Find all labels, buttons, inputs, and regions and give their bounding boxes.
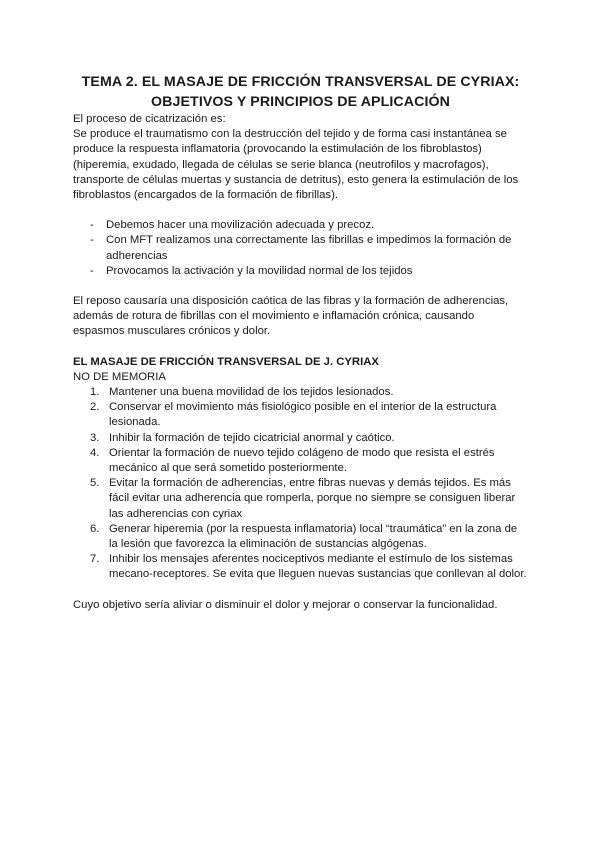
title-line-2: OBJETIVOS Y PRINCIPIOS DE APLICACIÓN [151, 94, 450, 110]
conclusion-paragraph: Cuyo objetivo sería aliviar o disminuir el dolor y mejorar o conservar la funcionalidad. [73, 598, 498, 611]
numbered-list [73, 385, 528, 583]
document-title [73, 72, 528, 112]
numbered-item: 5. Evitar la formación de adherencias, entre fibras nuevas y demás tejidos. Es más fácil evitar una adherencia que romperla, porque no siempre se consiguen liberar las adherencias con cyriax [90, 477, 516, 520]
intro-label: El proceso de cicatrización es: [73, 113, 226, 125]
numbered-item: 2. Conservar el movimiento más fisiológico posible en el interior de la estructura lesionada. [90, 401, 497, 429]
numbered-item: 1. Mantener una buena movilidad de los tejidos lesionados. [90, 386, 394, 399]
section-heading: EL MASAJE DE FRICCIÓN TRANSVERSAL DE J. CYRIAX [73, 355, 379, 368]
numbered-item: 6. Generar hiperemia (por la respuesta inflamatoria) local “traumática” en la zona de la lesión que favorezca la eliminación de sustancias algógenas. [90, 522, 518, 551]
bullet-item: - Provocamos la activación y la movilidad normal de los tejidos [90, 264, 413, 277]
section-subtitle: NO DE MEMORIA [73, 370, 166, 383]
bullet-list [73, 218, 528, 279]
numbered-item: 4. Orientar la formación de nuevo tejido colágeno de modo que resista el estrés mecánico al que será sometido posteriormente. [90, 446, 495, 475]
title-line-1: TEMA 2. EL MASAJE DE FRICCIÓN TRANSVERSAL DE CYRIAX: [81, 74, 520, 90]
intro-paragraph: Se produce el traumatismo con la destrucción del tejido y de forma casi instantánea se produce la respuesta inflamatoria (provocando la estimulación de los fibroblastos) (hiperemia, exudado, llegada de células se serie blanca (neutrofilos y macrofagos), transporte de células muertas y sustancia de detritus), esto genera la estimulación de los fibroblastos (encargados de la formación de fibrillas). [73, 128, 519, 202]
bullet-item: - Con MFT realizamos una correctamente las fibrillas e impedimos la formación de adherencias [90, 234, 512, 262]
bullet-item: - Debemos hacer una movilización adecuada y precoz. [90, 219, 375, 232]
rest-paragraph: El reposo causaría una disposición caótica de las fibras y la formación de adherencias, además de rotura de fibrillas con el movimiento e inflamación crónica, causando espasmos musculares crónicos y dolor. [73, 295, 509, 338]
numbered-item: 3. Inhibir la formación de tejido cicatricial anormal y caótico. [90, 431, 395, 444]
numbered-item: 7. Inhibir los mensajes aferentes nociceptivos mediante el estímulo de los sistemas mecano-receptores. Se evita que lleguen nuevas sustancias que conllevan al dolor. [90, 553, 527, 581]
